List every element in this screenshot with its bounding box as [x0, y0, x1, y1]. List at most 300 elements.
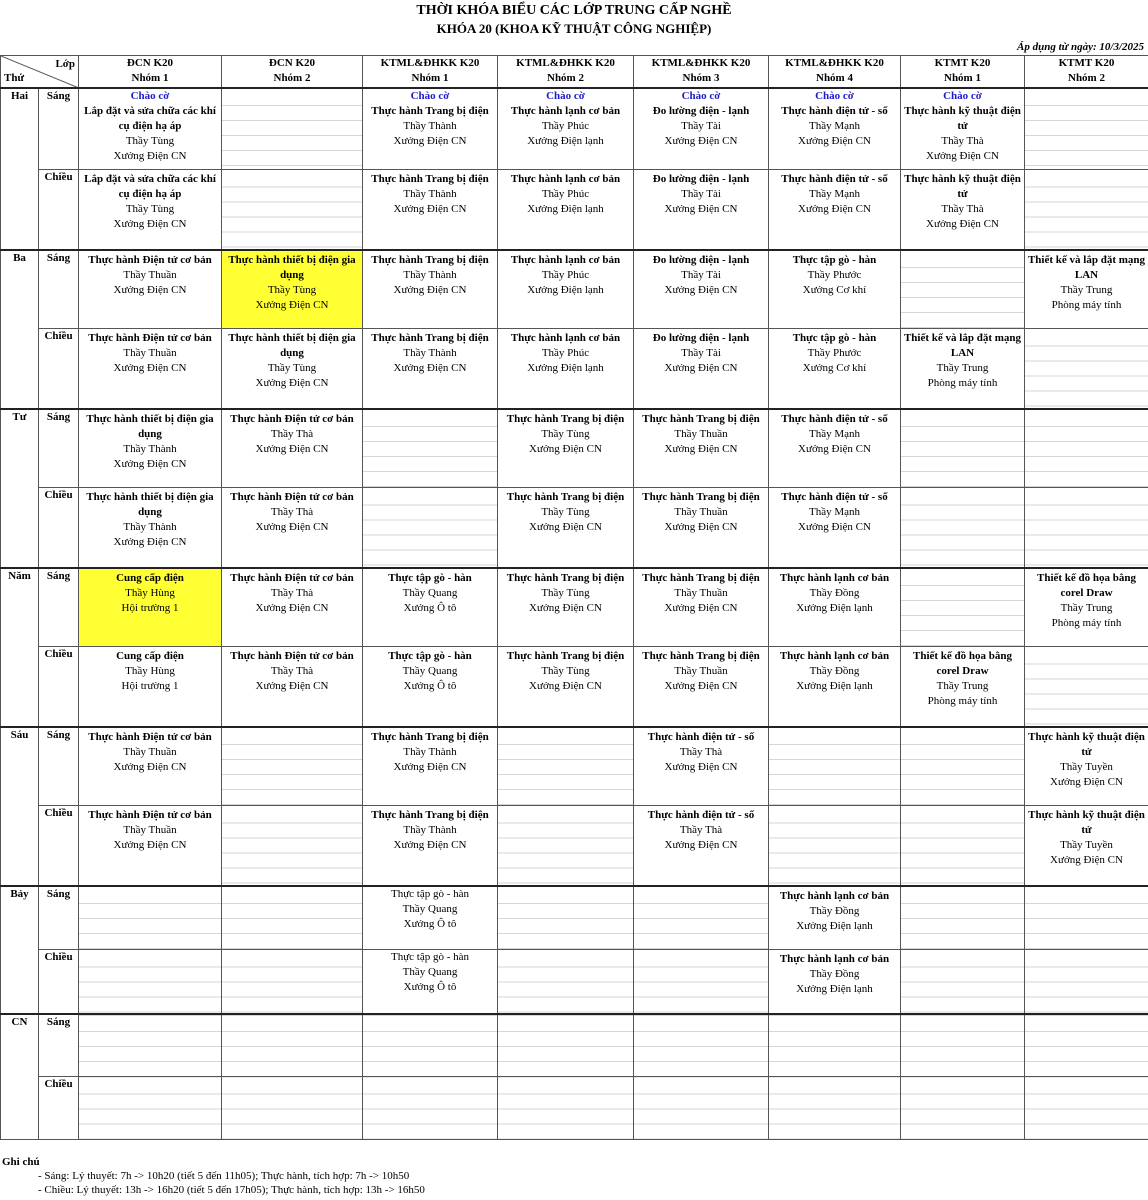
- empty-cell: [1025, 329, 1148, 409]
- schedule-cell: [634, 88, 769, 170]
- empty-cell: [222, 1077, 363, 1140]
- class-name: KTMT K20: [934, 57, 991, 69]
- teacher-name: Thầy Thành: [403, 188, 457, 200]
- empty-cell: [1025, 409, 1148, 488]
- room-name: Xưởng Điện CN: [529, 601, 602, 614]
- empty-cell: [222, 886, 363, 950]
- empty-cell: [79, 886, 222, 950]
- schedule-cell: [634, 170, 769, 250]
- schedule-cell: [901, 647, 1025, 727]
- class-header: [634, 56, 769, 88]
- session-row: [1, 806, 1148, 886]
- subject-name: Thực hành Trang bị điện: [371, 104, 489, 117]
- schedule-cell: [634, 727, 769, 806]
- empty-cell: [1025, 1077, 1148, 1140]
- schedule-cell: [363, 727, 498, 806]
- empty-cell: [769, 1077, 901, 1140]
- class-header: [1025, 56, 1148, 88]
- empty-cell: [79, 950, 222, 1014]
- subject-name: Thực tập gò - hàn: [792, 332, 877, 344]
- room-name: Xưởng Điện CN: [664, 521, 738, 533]
- session-label: Chiều: [39, 950, 79, 1014]
- room-name: Xưởng Điện lạnh: [796, 601, 873, 614]
- empty-cell: [901, 886, 1025, 950]
- class-header: [498, 56, 634, 88]
- schedule-cell: [1025, 250, 1148, 329]
- class-group: Nhóm 2: [273, 72, 311, 84]
- subject-name: Thực hành Trang bị điện: [371, 173, 489, 185]
- room-name: Xưởng Cơ khí: [802, 283, 867, 296]
- subject-name: Thực hành lạnh cơ bản: [510, 253, 621, 266]
- room-name: Xưởng Điện CN: [926, 218, 999, 230]
- schedule-cell: [498, 329, 634, 409]
- session-label: Chiều: [39, 647, 79, 727]
- room-name: Xưởng Điện CN: [393, 760, 467, 773]
- day-label: Hai: [1, 88, 39, 250]
- schedule-cell: [79, 488, 222, 568]
- session-label: Chiều: [39, 329, 79, 409]
- empty-cell: [498, 886, 634, 950]
- subject-name: Thực hành Trang bị điện: [506, 571, 625, 584]
- room-name: Xưởng Điện CN: [798, 203, 871, 215]
- schedule-cell: [79, 170, 222, 250]
- class-group: Nhóm 2: [1068, 72, 1105, 84]
- class-name: KTMT K20: [1058, 57, 1115, 69]
- session-row: [1, 727, 1148, 806]
- schedule-cell: [769, 488, 901, 568]
- class-group: Nhóm 1: [131, 72, 169, 84]
- subject-name: Thực tập gò - hàn: [390, 951, 470, 963]
- schedule-cell: [363, 886, 498, 950]
- room-name: Xưởng Điện CN: [113, 218, 187, 230]
- room-name: Xưởng Điện CN: [664, 362, 738, 374]
- subject-name: Thực hành thiết bị điện gia dụng: [86, 491, 214, 518]
- schedule-cell: [769, 950, 901, 1014]
- schedule-cell: [769, 409, 901, 488]
- schedule-cell: [363, 568, 498, 647]
- subject-name: Thực hành Trang bị điện: [506, 491, 625, 503]
- teacher-name: Thầy Thà: [941, 203, 984, 215]
- teacher-name: Thầy Thà: [270, 586, 314, 599]
- room-name: Xưởng Điện CN: [393, 362, 467, 374]
- subject-name: Thực hành kỹ thuật điện tử: [904, 104, 1021, 132]
- teacher-name: Thầy Thành: [403, 268, 457, 281]
- subject-name: Lắp đặt và sửa chữa các khí cụ điện hạ áp: [84, 173, 216, 200]
- empty-cell: [901, 727, 1025, 806]
- empty-cell: [1025, 886, 1148, 950]
- teacher-name: Thầy Thà: [679, 824, 723, 836]
- subject-name: Thực hành thiết bị điện gia dụng: [228, 253, 356, 281]
- empty-cell: [498, 950, 634, 1014]
- room-name: Xưởng Điện CN: [1050, 775, 1123, 788]
- session-label: Sáng: [39, 886, 79, 950]
- schedule-cell: [769, 886, 901, 950]
- room-name: Xưởng Điện CN: [664, 203, 738, 215]
- teacher-name: Thầy Quang: [402, 966, 458, 978]
- subject-name: Thiết kế và lắp đặt mạng LAN: [1027, 253, 1146, 281]
- room-name: Xưởng Điện CN: [664, 134, 738, 147]
- empty-cell: [901, 1077, 1025, 1140]
- subject-name: Thực hành điện tử - số: [781, 173, 888, 185]
- subject-name: Thiết kế đồ họa bằng corel Draw: [1036, 571, 1137, 599]
- notes: [2, 1155, 425, 1197]
- schedule-cell: [634, 409, 769, 488]
- class-group: Nhóm 1: [411, 72, 449, 84]
- schedule-cell: [79, 806, 222, 886]
- empty-cell: [634, 950, 769, 1014]
- room-name: Xưởng Ô tô: [403, 680, 457, 692]
- session-label: Chiều: [39, 806, 79, 886]
- lop-label: Lớp: [55, 58, 75, 70]
- class-header: [901, 56, 1025, 88]
- teacher-name: Thầy Tài: [681, 347, 721, 359]
- schedule-cell: [222, 488, 363, 568]
- empty-cell: [901, 1014, 1025, 1077]
- room-name: Xưởng Điện CN: [113, 760, 187, 773]
- schedule-cell: [901, 88, 1025, 170]
- page-subtitle: KHÓA 20 (KHOA KỸ THUẬT CÔNG NGHIỆP): [436, 21, 712, 36]
- room-name: Xưởng Điện CN: [255, 521, 329, 533]
- room-name: Xưởng Điện CN: [255, 680, 329, 692]
- teacher-name: Thầy Hùng: [125, 665, 175, 677]
- session-row: [1, 647, 1148, 727]
- schedule-cell: [79, 88, 222, 170]
- room-name: Xưởng Điện lạnh: [527, 203, 604, 215]
- session-label: Sáng: [39, 250, 79, 329]
- session-row: [1, 170, 1148, 250]
- subject-name: Thực hành lạnh cơ bản: [779, 953, 890, 965]
- schedule-cell: [363, 88, 498, 170]
- room-name: Xưởng Điện CN: [113, 536, 187, 548]
- empty-cell: [222, 950, 363, 1014]
- room-name: Phòng máy tính: [927, 695, 998, 707]
- room-name: Xưởng Điện CN: [255, 442, 329, 455]
- room-name: Xưởng Điện CN: [664, 442, 738, 455]
- schedule-cell: [498, 250, 634, 329]
- schedule-cell: [769, 88, 901, 170]
- subject-name: Lắp đặt và sửa chữa các khí cụ điện hạ áp: [84, 104, 216, 132]
- teacher-name: Thầy Mạnh: [808, 427, 860, 440]
- flag-ceremony: Chào cờ: [943, 89, 982, 102]
- teacher-name: Thầy Thành: [403, 824, 457, 836]
- teacher-name: Thầy Đồng: [809, 586, 860, 599]
- room-name: Xưởng Điện lạnh: [796, 919, 873, 932]
- empty-cell: [634, 886, 769, 950]
- teacher-name: Thầy Quang: [402, 902, 458, 915]
- schedule-cell: [634, 806, 769, 886]
- flag-ceremony: Chào cờ: [546, 89, 585, 102]
- subject-name: Cung cấp điện: [116, 571, 184, 584]
- teacher-name: Thầy Tùng: [541, 586, 590, 599]
- teacher-name: Thầy Hùng: [125, 586, 175, 599]
- class-name: KTML&ĐHKK K20: [785, 57, 884, 69]
- schedule-cell: [769, 170, 901, 250]
- room-name: Xưởng Cơ khí: [802, 362, 867, 374]
- empty-cell: [634, 1077, 769, 1140]
- empty-cell: [901, 409, 1025, 488]
- teacher-name: Thầy Tùng: [267, 362, 317, 374]
- session-label: Sáng: [39, 1014, 79, 1077]
- note-line: - Sáng: Lý thuyết: 7h -> 10h20 (tiết 5 đến 11h05); Thực hành, tích hợp: 7h -> 10h50: [38, 1170, 410, 1182]
- teacher-name: Thầy Thành: [123, 442, 177, 455]
- empty-cell: [498, 806, 634, 886]
- schedule-cell: [634, 250, 769, 329]
- subject-name: Thực hành kỹ thuật điện tử: [1028, 730, 1145, 758]
- teacher-name: Thầy Trung: [936, 680, 989, 692]
- empty-cell: [769, 1014, 901, 1077]
- subject-name: Đo lường điện - lạnh: [652, 332, 750, 344]
- schedule-cell: [222, 250, 363, 329]
- teacher-name: Thầy Tài: [681, 119, 721, 132]
- subject-name: Thực hành điện tử - số: [781, 412, 888, 425]
- subject-name: Thực hành Điện tử cơ bản: [88, 809, 212, 821]
- session-label: Chiều: [39, 170, 79, 250]
- empty-cell: [498, 1077, 634, 1140]
- schedule-cell: [1025, 568, 1148, 647]
- schedule-cell: [634, 329, 769, 409]
- schedule-cell: [222, 647, 363, 727]
- teacher-name: Thầy Đồng: [809, 904, 860, 917]
- teacher-name: Thầy Thành: [403, 347, 457, 359]
- room-name: Xưởng Điện CN: [393, 134, 467, 147]
- teacher-name: Thầy Thuần: [123, 745, 177, 758]
- room-name: Xưởng Điện lạnh: [527, 362, 604, 374]
- subject-name: Thực hành Điện tử cơ bản: [88, 253, 212, 266]
- subject-name: Thực hành Điện tử cơ bản: [230, 412, 354, 425]
- room-name: Xưởng Điện lạnh: [527, 283, 604, 296]
- class-group: Nhóm 1: [944, 72, 981, 84]
- teacher-name: Thầy Trung: [936, 362, 989, 374]
- teacher-name: Thầy Mạnh: [808, 119, 860, 132]
- subject-name: Thực hành kỹ thuật điện tử: [1028, 809, 1145, 836]
- subject-name: Thực hành Trang bị điện: [371, 730, 489, 743]
- teacher-name: Thầy Tùng: [267, 283, 317, 296]
- session-row: [1, 568, 1148, 647]
- empty-cell: [1025, 488, 1148, 568]
- day-label: Năm: [1, 568, 39, 727]
- room-name: Xưởng Điện CN: [113, 839, 187, 851]
- class-header: [222, 56, 363, 88]
- subject-name: Thực hành lạnh cơ bản: [779, 571, 890, 584]
- session-row: [1, 250, 1148, 329]
- flag-ceremony: Chào cờ: [681, 89, 721, 102]
- teacher-name: Thầy Phúc: [541, 268, 590, 281]
- empty-cell: [222, 727, 363, 806]
- teacher-name: Thầy Thuần: [674, 506, 728, 518]
- class-header: [79, 56, 222, 88]
- room-name: Xưởng Điện lạnh: [796, 680, 873, 692]
- schedule-cell: [363, 950, 498, 1014]
- subject-name: Thực hành Điện tử cơ bản: [88, 730, 212, 743]
- teacher-name: Thầy Tùng: [125, 134, 175, 147]
- schedule-cell: [901, 170, 1025, 250]
- empty-cell: [363, 1077, 498, 1140]
- schedule-cell: [498, 647, 634, 727]
- schedule-cell: [79, 647, 222, 727]
- flag-ceremony: Chào cờ: [410, 89, 450, 102]
- schedule-cell: [79, 568, 222, 647]
- subject-name: Thực hành Điện tử cơ bản: [230, 650, 354, 662]
- empty-cell: [1025, 88, 1148, 170]
- applied-date: Áp dụng từ ngày: 10/3/2025: [1017, 41, 1144, 53]
- empty-cell: [901, 250, 1025, 329]
- subject-name: Thực hành lạnh cơ bản: [510, 104, 621, 117]
- teacher-name: Thầy Tuyền: [1060, 839, 1113, 851]
- empty-cell: [769, 806, 901, 886]
- teacher-name: Thầy Thuần: [123, 268, 177, 281]
- empty-cell: [1025, 950, 1148, 1014]
- empty-cell: [79, 1077, 222, 1140]
- thu-label: Thứ: [4, 71, 25, 84]
- session-label: Chiều: [39, 1077, 79, 1140]
- subject-name: Thực hành Trang bị điện: [506, 412, 625, 425]
- subject-name: Thiết kế đồ họa bằng corel Draw: [912, 650, 1013, 677]
- note-line: - Chiều: Lý thuyết: 13h -> 16h20 (tiết 5 đến 17h05); Thực hành, tích hợp: 13h -> 16h50: [38, 1184, 425, 1196]
- teacher-name: Thầy Phúc: [541, 347, 590, 359]
- day-label: Ba: [1, 250, 39, 409]
- room-name: Phòng máy tính: [1051, 616, 1122, 629]
- subject-name: Thực hành thiết bị điện gia dụng: [228, 332, 356, 359]
- session-label: Sáng: [39, 568, 79, 647]
- empty-cell: [1025, 1014, 1148, 1077]
- teacher-name: Thầy Thuần: [674, 427, 728, 440]
- empty-cell: [222, 170, 363, 250]
- empty-cell: [498, 727, 634, 806]
- teacher-name: Thầy Tùng: [541, 506, 590, 518]
- room-name: Xưởng Điện CN: [393, 203, 467, 215]
- empty-cell: [363, 409, 498, 488]
- subject-name: Đo lường điện - lạnh: [652, 253, 750, 266]
- schedule-cell: [901, 329, 1025, 409]
- schedule-cell: [1025, 727, 1148, 806]
- schedule-cell: [363, 647, 498, 727]
- teacher-name: Thầy Thà: [270, 427, 314, 440]
- room-name: Xưởng Điện CN: [113, 149, 187, 162]
- empty-cell: [901, 950, 1025, 1014]
- empty-cell: [901, 488, 1025, 568]
- class-name: ĐCN K20: [268, 57, 316, 69]
- session-row: [1, 409, 1148, 488]
- subject-name: Thực hành điện tử - số: [647, 730, 755, 743]
- room-name: Xưởng Điện CN: [664, 760, 738, 773]
- schedule-cell: [1025, 806, 1148, 886]
- subject-name: Thực hành Điện tử cơ bản: [230, 571, 354, 584]
- schedule-cell: [769, 250, 901, 329]
- class-name: ĐCN K20: [126, 57, 174, 69]
- subject-name: Thực hành điện tử - số: [781, 104, 888, 117]
- teacher-name: Thầy Tài: [681, 268, 721, 281]
- schedule-cell: [498, 409, 634, 488]
- subject-name: Thực hành Trang bị điện: [642, 571, 760, 584]
- teacher-name: Thầy Thuần: [674, 665, 728, 677]
- class-group: Nhóm 4: [816, 72, 853, 84]
- empty-cell: [1025, 647, 1148, 727]
- teacher-name: Thầy Trung: [1060, 601, 1113, 614]
- subject-name: Cung cấp điện: [116, 650, 184, 662]
- teacher-name: Thầy Tài: [681, 188, 721, 200]
- schedule-cell: [79, 727, 222, 806]
- teacher-name: Thầy Thành: [123, 521, 177, 533]
- schedule-cell: [222, 568, 363, 647]
- teacher-name: Thầy Phúc: [541, 188, 590, 200]
- room-name: Xưởng Điện lạnh: [527, 134, 604, 147]
- teacher-name: Thầy Quang: [402, 586, 458, 599]
- room-name: Xưởng Ô tô: [403, 981, 457, 993]
- schedule-cell: [498, 568, 634, 647]
- notes-title: Ghi chú: [2, 1156, 40, 1168]
- schedule-cell: [363, 329, 498, 409]
- room-name: Xưởng Ô tô: [403, 601, 457, 614]
- class-name: KTML&ĐHKK K20: [516, 57, 615, 69]
- timetable: [0, 55, 1148, 1140]
- day-label: CN: [1, 1014, 39, 1140]
- teacher-name: Thầy Mạnh: [808, 506, 860, 518]
- room-name: Xưởng Điện CN: [1050, 854, 1123, 866]
- session-label: Sáng: [39, 409, 79, 488]
- teacher-name: Thầy Thà: [941, 134, 984, 147]
- schedule-cell: [222, 329, 363, 409]
- schedule-cell: [79, 329, 222, 409]
- schedule-cell: [363, 170, 498, 250]
- empty-cell: [901, 806, 1025, 886]
- room-name: Xưởng Điện CN: [798, 442, 871, 455]
- room-name: Xưởng Điện CN: [529, 521, 602, 533]
- session-row: [1, 950, 1148, 1014]
- room-name: Hội trường 1: [121, 601, 179, 614]
- empty-cell: [222, 1014, 363, 1077]
- subject-name: Thực hành lạnh cơ bản: [510, 332, 621, 344]
- room-name: Xưởng Điện lạnh: [796, 983, 873, 995]
- teacher-name: Thầy Phước: [807, 268, 862, 281]
- subject-name: Thực tập gò - hàn: [388, 571, 472, 584]
- header-row: [1, 56, 1148, 88]
- room-name: Xưởng Điện CN: [255, 377, 329, 389]
- subject-name: Thực hành lạnh cơ bản: [779, 889, 890, 902]
- subject-name: Đo lường điện - lạnh: [652, 104, 750, 117]
- room-name: Xưởng Điện CN: [529, 680, 602, 692]
- flag-ceremony: Chào cờ: [130, 89, 170, 102]
- teacher-name: Thầy Thuần: [123, 347, 177, 359]
- session-row: [1, 329, 1148, 409]
- teacher-name: Thầy Tùng: [541, 665, 590, 677]
- subject-name: Thực hành Điện tử cơ bản: [230, 491, 354, 503]
- session-row: [1, 488, 1148, 568]
- empty-cell: [1025, 170, 1148, 250]
- schedule-cell: [634, 568, 769, 647]
- session-row: [1, 88, 1148, 170]
- room-name: Xưởng Điện CN: [529, 442, 602, 455]
- schedule-cell: [634, 647, 769, 727]
- room-name: Xưởng Điện CN: [798, 134, 871, 147]
- teacher-name: Thầy Tùng: [125, 203, 175, 215]
- room-name: Xưởng Điện CN: [664, 283, 738, 296]
- subject-name: Thực hành Trang bị điện: [506, 650, 625, 662]
- teacher-name: Thầy Quang: [402, 665, 458, 677]
- subject-name: Thực hành Trang bị điện: [642, 412, 760, 425]
- room-name: Phòng máy tính: [927, 377, 998, 389]
- subject-name: Thực hành Trang bị điện: [642, 491, 760, 503]
- room-name: Xưởng Điện CN: [393, 839, 467, 851]
- session-label: Chiều: [39, 488, 79, 568]
- flag-ceremony: Chào cờ: [815, 89, 854, 102]
- teacher-name: Thầy Trung: [1060, 283, 1113, 296]
- empty-cell: [222, 806, 363, 886]
- teacher-name: Thầy Đồng: [809, 665, 860, 677]
- empty-cell: [769, 727, 901, 806]
- schedule-cell: [79, 409, 222, 488]
- subject-name: Thực hành Trang bị điện: [642, 650, 760, 662]
- teacher-name: Thầy Thà: [270, 506, 314, 518]
